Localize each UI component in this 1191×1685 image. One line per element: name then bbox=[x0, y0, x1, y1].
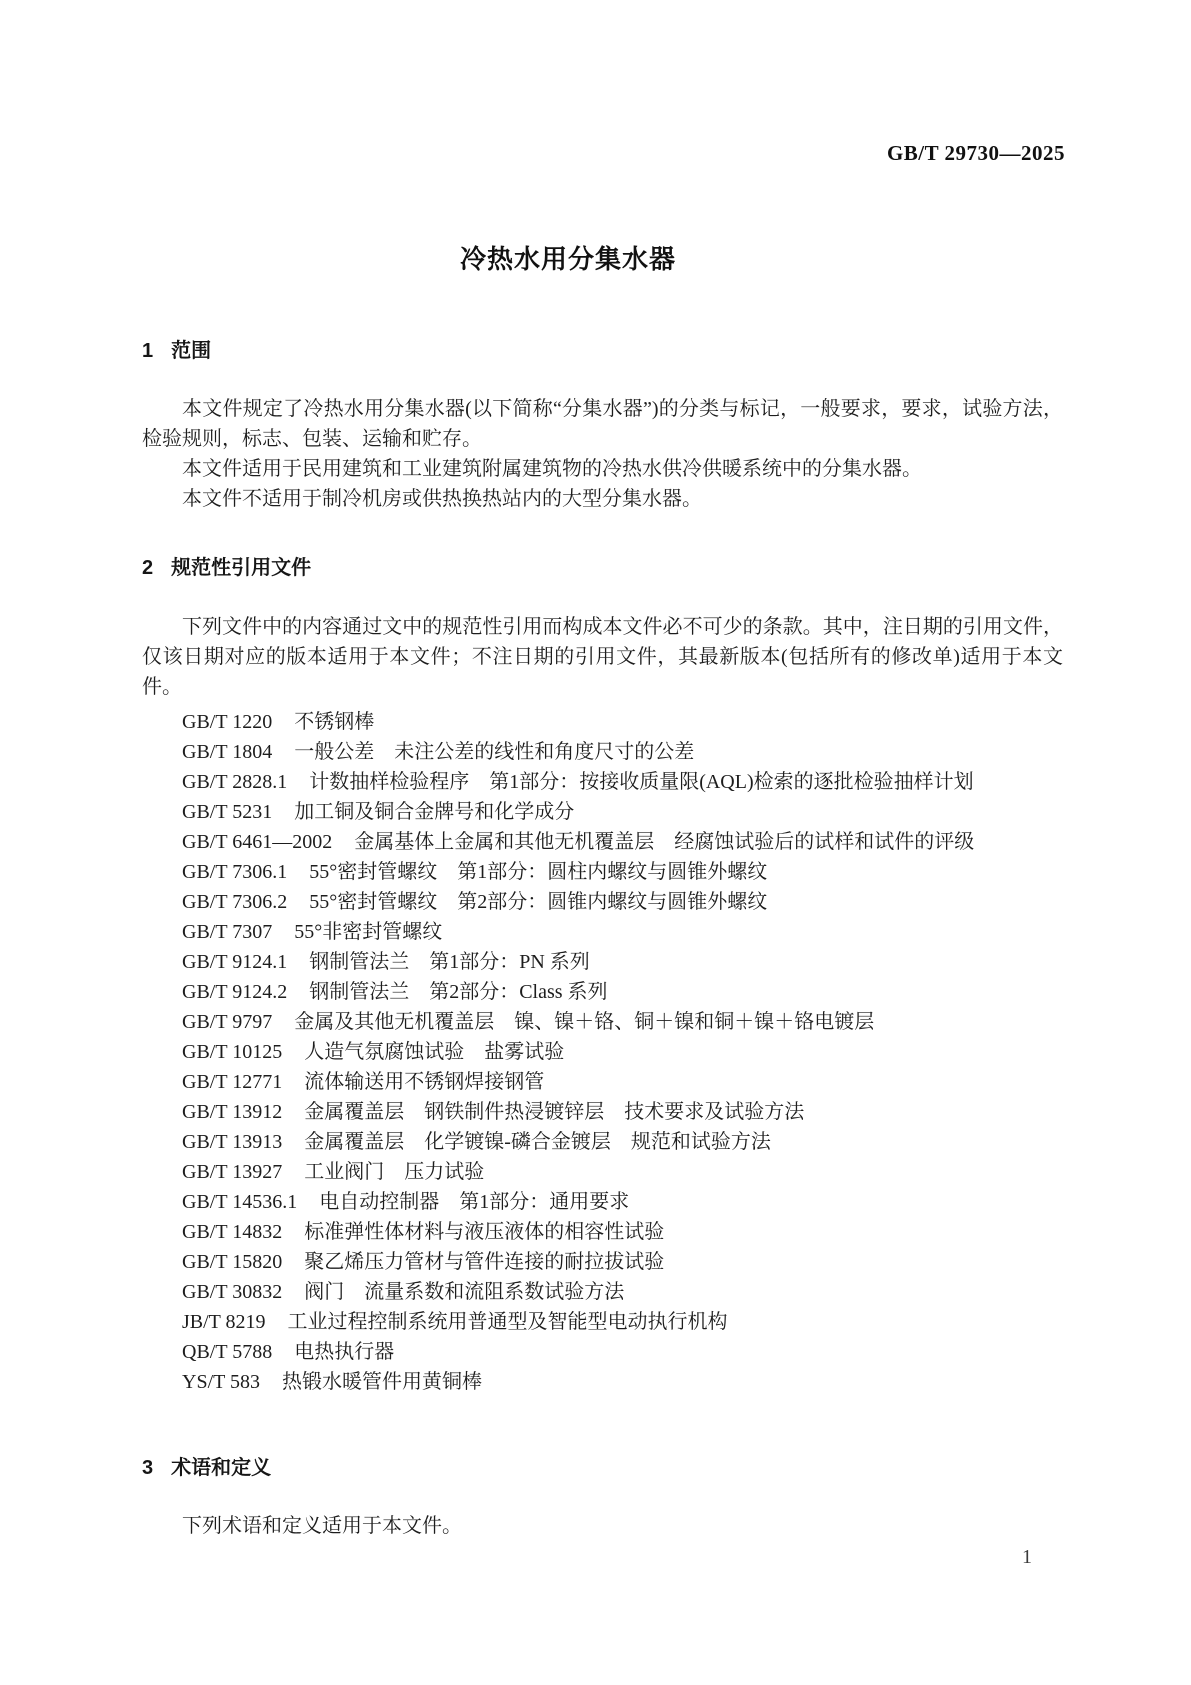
reference-item bbox=[142, 1067, 1063, 1097]
reference-title: 金属基体上金属和其他无机覆盖层 经腐蚀试验后的试样和试件的评级 bbox=[354, 831, 975, 853]
reference-code: GB/T 1804 bbox=[182, 741, 273, 763]
reference-item bbox=[142, 1277, 1063, 1307]
reference-code: YS/T 583 bbox=[182, 1371, 260, 1393]
reference-title: 55°密封管螺纹 第2部分：圆锥内螺纹与圆锥外螺纹 bbox=[309, 891, 768, 913]
paragraph: 本文件不适用于制冷机房或供热换热站内的大型分集水器。 bbox=[182, 488, 702, 510]
paragraph: 下列术语和定义适用于本文件。 bbox=[182, 1515, 462, 1537]
reference-code: GB/T 10125 bbox=[182, 1041, 283, 1063]
reference-item bbox=[142, 1247, 1063, 1277]
reference-item bbox=[142, 1307, 1063, 1337]
section-title: 规范性引用文件 bbox=[171, 557, 312, 579]
reference-item bbox=[142, 1007, 1063, 1037]
reference-title: 不锈钢棒 bbox=[294, 711, 375, 733]
reference-code: GB/T 2828.1 bbox=[182, 771, 288, 793]
document-title: 冷热水用分集水器 bbox=[459, 244, 676, 274]
reference-code: JB/T 8219 bbox=[182, 1311, 266, 1333]
reference-item bbox=[142, 1127, 1063, 1157]
reference-title: 工业过程控制系统用普通型及智能型电动执行机构 bbox=[287, 1311, 728, 1333]
reference-item bbox=[142, 887, 1063, 917]
reference-title: 一般公差 未注公差的线性和角度尺寸的公差 bbox=[294, 741, 695, 763]
reference-item bbox=[142, 1157, 1063, 1187]
section-title: 术语和定义 bbox=[171, 1457, 272, 1479]
reference-code: GB/T 14832 bbox=[182, 1221, 283, 1243]
reference-item bbox=[142, 767, 1063, 797]
reference-title: 电自动控制器 第1部分：通用要求 bbox=[319, 1191, 630, 1213]
reference-code: GB/T 15820 bbox=[182, 1251, 283, 1273]
section-number: 3 bbox=[142, 1457, 154, 1479]
reference-code: GB/T 13927 bbox=[182, 1161, 283, 1183]
reference-code: GB/T 6461—2002 bbox=[182, 831, 333, 853]
reference-code: GB/T 1220 bbox=[182, 711, 273, 733]
reference-item bbox=[142, 917, 1063, 947]
reference-title: 钢制管法兰 第2部分：Class 系列 bbox=[309, 981, 608, 1003]
reference-code: QB/T 5788 bbox=[182, 1341, 273, 1363]
reference-code: GB/T 7307 bbox=[182, 921, 273, 943]
reference-code: GB/T 9124.1 bbox=[182, 951, 288, 973]
section-number: 1 bbox=[142, 340, 154, 362]
reference-code: GB/T 13913 bbox=[182, 1131, 283, 1153]
reference-title: 人造气氛腐蚀试验 盐雾试验 bbox=[304, 1041, 565, 1063]
reference-item bbox=[142, 737, 1063, 767]
section-scope-body bbox=[142, 394, 1063, 514]
reference-item bbox=[142, 857, 1063, 887]
reference-item bbox=[142, 707, 1063, 737]
section-references-intro bbox=[142, 612, 1063, 702]
reference-title: 电热执行器 bbox=[294, 1341, 395, 1363]
reference-item bbox=[142, 797, 1063, 827]
reference-title: 55°非密封管螺纹 bbox=[294, 921, 443, 943]
reference-code: GB/T 5231 bbox=[182, 801, 273, 823]
standard-number-header: GB/T 29730—2025 bbox=[886, 141, 1065, 165]
section-heading-scope bbox=[142, 336, 211, 366]
paragraph: 本文件适用于民用建筑和工业建筑附属建筑物的冷热水供冷供暖系统中的分集水器。 bbox=[182, 458, 922, 480]
reference-item bbox=[142, 827, 1063, 857]
reference-code: GB/T 13912 bbox=[182, 1101, 283, 1123]
reference-title: 流体输送用不锈钢焊接钢管 bbox=[304, 1071, 545, 1093]
reference-item bbox=[142, 977, 1063, 1007]
reference-title: 计数抽样检验程序 第1部分：按接收质量限(AQL)检索的逐批检验抽样计划 bbox=[309, 771, 974, 793]
reference-code: GB/T 9124.2 bbox=[182, 981, 288, 1003]
reference-item bbox=[142, 1187, 1063, 1217]
reference-title: 标准弹性体材料与液压液体的相容性试验 bbox=[304, 1221, 665, 1243]
section-terms-body bbox=[142, 1511, 1063, 1541]
section-number: 2 bbox=[142, 557, 154, 579]
reference-code: GB/T 12771 bbox=[182, 1071, 283, 1093]
reference-item bbox=[142, 1217, 1063, 1247]
reference-item bbox=[142, 1097, 1063, 1127]
reference-code: GB/T 9797 bbox=[182, 1011, 273, 1033]
section-heading-normative-references bbox=[142, 553, 311, 583]
reference-title: 金属及其他无机覆盖层 镍、镍＋铬、铜＋镍和铜＋镍＋铬电镀层 bbox=[294, 1011, 875, 1033]
reference-item bbox=[142, 947, 1063, 977]
reference-title: 金属覆盖层 化学镀镍-磷合金镀层 规范和试验方法 bbox=[304, 1131, 771, 1153]
section-title: 范围 bbox=[171, 340, 212, 362]
reference-item bbox=[142, 1337, 1063, 1367]
section-heading-terms-definitions bbox=[142, 1453, 271, 1483]
reference-code: GB/T 14536.1 bbox=[182, 1191, 298, 1213]
reference-list bbox=[142, 707, 1063, 1397]
reference-title: 工业阀门 压力试验 bbox=[304, 1161, 485, 1183]
reference-title: 热锻水暖管件用黄铜棒 bbox=[281, 1371, 482, 1393]
reference-title: 聚乙烯压力管材与管件连接的耐拉拔试验 bbox=[304, 1251, 665, 1273]
reference-code: GB/T 30832 bbox=[182, 1281, 283, 1303]
reference-list-container bbox=[142, 707, 1063, 1397]
page-number: 1 bbox=[1022, 1546, 1032, 1568]
reference-title: 阀门 流量系数和流阻系数试验方法 bbox=[304, 1281, 625, 1303]
reference-title: 金属覆盖层 钢铁制件热浸镀锌层 技术要求及试验方法 bbox=[304, 1101, 805, 1123]
paragraph: 下列文件中的内容通过文中的规范性引用而构成本文件必不可少的条款。其中，注日期的引用文件，仅该日期对应的版本适用于本文件；不注日期的引用文件，其最新版本(包括所有的修改单)适用于本文件。 bbox=[142, 616, 1063, 698]
reference-title: 加工铜及铜合金牌号和化学成分 bbox=[294, 801, 575, 823]
reference-title: 55°密封管螺纹 第1部分：圆柱内螺纹与圆锥外螺纹 bbox=[309, 861, 768, 883]
reference-item bbox=[142, 1037, 1063, 1067]
reference-title: 钢制管法兰 第1部分：PN 系列 bbox=[309, 951, 590, 973]
reference-item bbox=[142, 1367, 1063, 1397]
reference-code: GB/T 7306.2 bbox=[182, 891, 288, 913]
reference-code: GB/T 7306.1 bbox=[182, 861, 288, 883]
paragraph: 本文件规定了冷热水用分集水器(以下简称“分集水器”)的分类与标记，一般要求，要求，试验方法，检验规则，标志、包装、运输和贮存。 bbox=[142, 398, 1063, 450]
